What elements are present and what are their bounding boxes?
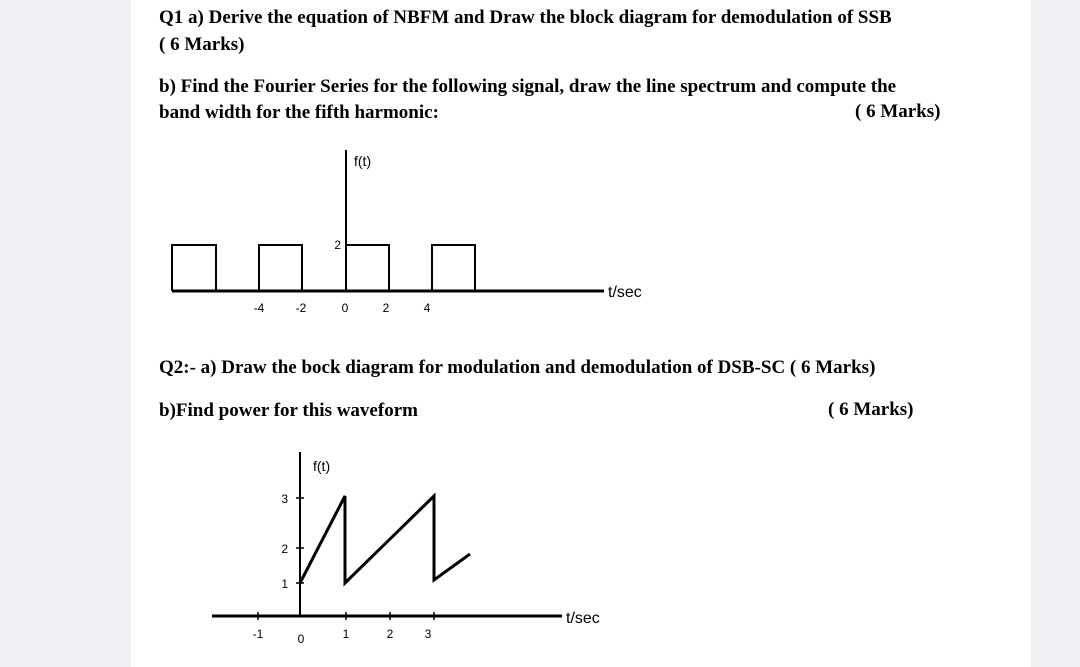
q1-part-a-line2: ( 6 Marks)	[159, 34, 245, 55]
fig2-x-tick-label: 0	[297, 632, 305, 646]
fig2-y-tick-label: 3	[281, 492, 288, 506]
fig2-y-tick-label: 1	[281, 577, 288, 591]
fig1-y-label: f(t)	[354, 153, 372, 169]
q2-part-b: b)Find power for this waveform	[159, 400, 418, 421]
fig1-tick-label: 0	[341, 301, 349, 315]
fig2-y-label: f(t)	[313, 458, 331, 474]
fig2-sawtooth-wave	[300, 496, 470, 583]
q2-part-b-marks: ( 6 Marks)	[828, 399, 914, 420]
fig2-x-tick-label: 2	[386, 627, 394, 641]
q1-part-b-line2: band width for the fifth harmonic:	[159, 102, 439, 123]
q2-part-a: Q2:- a) Draw the bock diagram for modulation and demodulation of DSB-SC ( 6 Marks)	[159, 357, 876, 378]
fig1-tick-label: 4	[423, 301, 431, 315]
fig1-x-label: t/sec	[608, 284, 642, 301]
fig1-tick-label: -4	[253, 301, 265, 315]
q1-part-a-line1: Q1 a) Derive the equation of NBFM and Draw the block diagram for demodulation of SSB	[159, 7, 892, 28]
fig2-y-tick-label: 2	[281, 542, 288, 556]
q1-part-b-marks: ( 6 Marks)	[855, 101, 941, 122]
fig2-x-tick-label: 1	[342, 627, 350, 641]
fig2-x-tick-label: 3	[424, 627, 432, 641]
fig1-tick-label: 2	[382, 301, 390, 315]
fig2-x-tick-label: -1	[252, 627, 264, 641]
fig1-amplitude-label: 2	[334, 238, 341, 252]
q1-part-b-line1: b) Find the Fourier Series for the following signal, draw the line spectrum and compute the	[159, 76, 897, 97]
fig1-tick-label: -2	[295, 301, 307, 315]
fig2-x-label: t/sec	[566, 610, 600, 627]
